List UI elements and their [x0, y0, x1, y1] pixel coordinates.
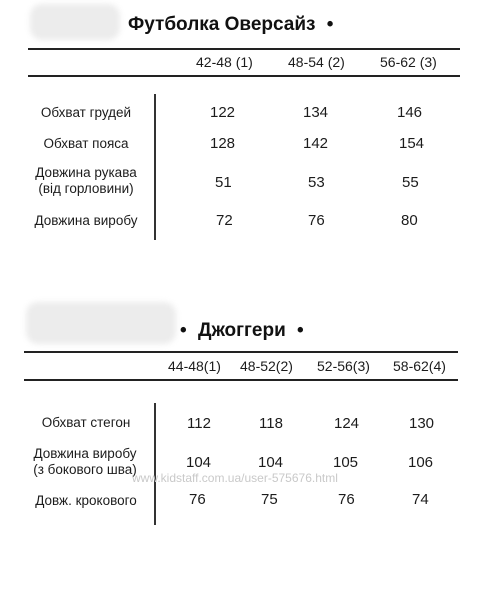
bullet-icon: •: [326, 14, 334, 35]
table-cell: 105: [333, 454, 359, 471]
table-cell: 124: [334, 415, 360, 432]
row-label: Довжина рукава: [35, 165, 137, 180]
table-cell: 112: [187, 415, 211, 432]
row-label: Обхват стегон: [41, 415, 131, 430]
row-label: Обхват грудей: [40, 105, 132, 120]
table-cell: 104: [258, 454, 284, 471]
table-cell: 72: [216, 212, 233, 229]
blurred-logo: [26, 302, 176, 344]
table-cell: 55: [402, 174, 419, 191]
bullet-icon: •: [180, 320, 187, 341]
row-label-note: (з бокового шва): [33, 462, 137, 477]
table-cell: 76: [308, 212, 325, 229]
table-cell: 128: [210, 135, 236, 152]
table-cell: 142: [303, 135, 329, 152]
watermark: www.kidstaff.com.ua/user-575676.html: [132, 471, 338, 485]
title-underline: [24, 351, 458, 353]
bullet-icon: •: [297, 320, 304, 341]
row-label-note: (від горловини): [38, 181, 134, 196]
table-cell: 74: [412, 491, 429, 508]
table-cell: 134: [303, 104, 329, 121]
column-header: 42-48 (1): [196, 54, 253, 70]
table-cell: 122: [210, 104, 236, 121]
column-divider: [154, 94, 156, 240]
table-cell: 130: [409, 415, 435, 432]
header-rule: [28, 75, 460, 77]
section-title-tshirt: Футболка Оверсайз •: [128, 14, 334, 35]
table-cell: 76: [338, 491, 355, 508]
table-cell: 53: [308, 174, 325, 191]
table-cell: 118: [259, 415, 283, 432]
row-label: Довж. крокового: [35, 493, 137, 508]
table-cell: 80: [401, 212, 418, 229]
table-cell: 76: [189, 491, 206, 508]
table-cell: 104: [186, 454, 212, 471]
row-label: Обхват пояса: [43, 136, 129, 151]
table-cell: 146: [397, 104, 423, 121]
column-header: 44-48(1): [168, 358, 221, 374]
section-title-joggers: • Джоггери •: [180, 320, 304, 341]
blurred-logo: [30, 4, 120, 40]
title-underline: [28, 48, 460, 50]
table-cell: 154: [399, 135, 425, 152]
row-label: Довжина виробу: [33, 446, 137, 461]
row-label: Довжина виробу: [34, 213, 138, 228]
header-rule: [24, 379, 458, 381]
table-cell: 51: [215, 174, 232, 191]
column-header: 48-54 (2): [288, 54, 345, 70]
column-header: 56-62 (3): [380, 54, 437, 70]
table-cell: 75: [261, 491, 278, 508]
column-header: 48-52(2): [240, 358, 293, 374]
table-cell: 106: [408, 454, 434, 471]
column-header: 52-56(3): [317, 358, 370, 374]
column-header: 58-62(4): [393, 358, 446, 374]
